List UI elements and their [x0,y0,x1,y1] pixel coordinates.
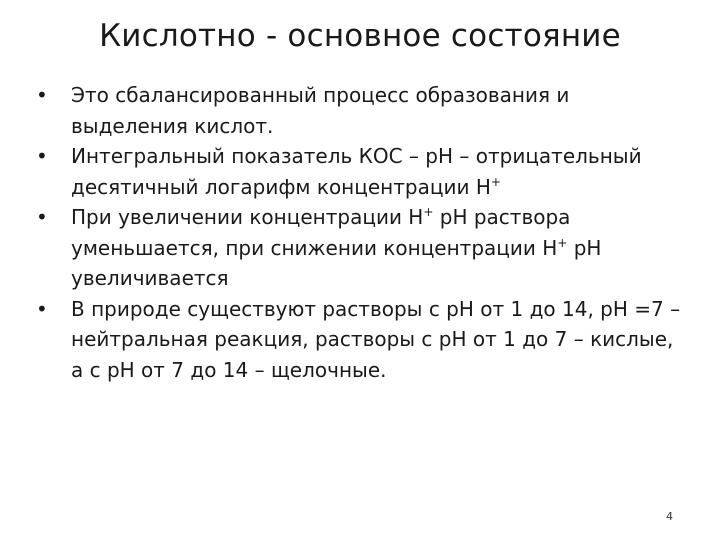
superscript-plus: + [490,174,501,189]
bullet-dot: • [36,205,48,229]
bullet-dot: • [36,144,48,168]
page-number: 4 [666,510,673,523]
bullet-item [36,202,686,294]
superscript-plus: + [423,205,434,219]
bullet-text: В природе существуют растворы с рН от 1 до 14, рН =7 – нейтральная реакция, растворы с рН от 1 до 7 – кислые, а с рН от 7 до 14 – щелочные. [71,296,681,382]
slide-title: Кислотно - основное состояние [99,18,621,54]
bullet-dot: • [36,83,48,107]
bullet-item [36,141,686,202]
bullet-text: Интегральный показатель КОС – рН – отрицательный десятичный логарифм концентрации Н [71,144,642,199]
bullet-text: рН раствора уменьшается, при снижении концентрации Н [71,205,571,260]
bullet-text: рН увеличивается [71,235,602,290]
bullet-list [36,80,686,385]
bullet-text: При увеличении концентрации Н [71,205,424,229]
superscript-plus: + [557,235,568,250]
bullet-item [36,294,686,386]
bullet-item [36,80,686,141]
bullet-dot: • [36,296,48,321]
bullet-text: Это сбалансированный процесс образования и выделения кислот. [71,83,570,138]
